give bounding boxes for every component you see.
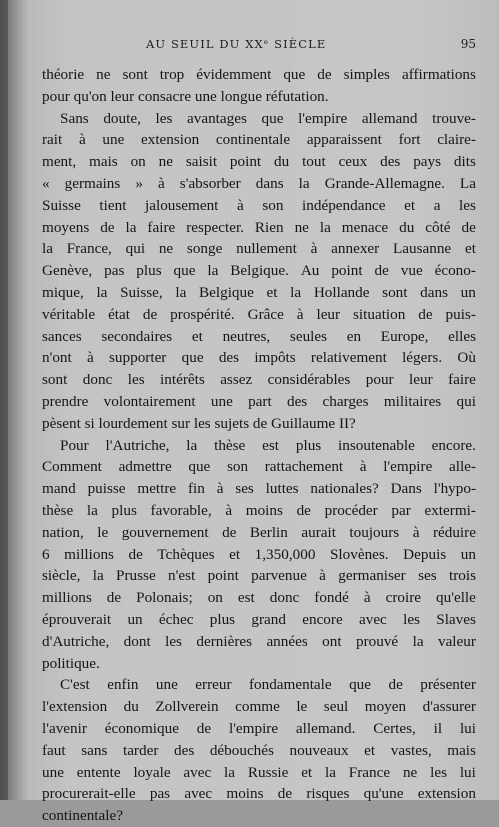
text-line: mand puisse mettre fin à ses luttes nationales? Dans l'hypo- xyxy=(42,480,476,498)
text-line: C'est enfin une erreur fondamentale que de présenter xyxy=(60,676,476,694)
text-line: sances secondaires et neutres, seules en Europe, elles xyxy=(42,327,476,345)
page-number: 95 xyxy=(460,37,476,51)
text-line: Suisse tient jalousement à son indépendance et a les xyxy=(42,196,476,214)
text-line: politique. xyxy=(42,654,100,672)
text-line: une entente loyale avec la Russie et la France ne les lui xyxy=(42,763,476,781)
text-line: la France, qui ne songe nullement à annexer Lausanne et xyxy=(42,240,476,258)
text-line: procurerait-elle pas avec moins de risques qu'une extension xyxy=(42,785,476,803)
paragraph xyxy=(42,64,476,108)
page-header xyxy=(44,37,476,57)
text-line: millions de Polonais; on est donc fondé à croire qu'elle xyxy=(42,589,476,607)
text-line: l'extension du Zollverein comme le seul moyen d'assurer xyxy=(42,698,476,716)
paragraph xyxy=(42,435,476,675)
text-line: siècle, la Prusse n'est point parvenue à germaniser ses trois xyxy=(42,567,476,585)
text-line: théorie ne sont trop évidemment que de simples affirmations xyxy=(42,66,476,83)
text-line: prendre volontairement une part des charges militaires qui xyxy=(42,392,476,410)
body-text xyxy=(42,64,476,827)
paragraph xyxy=(42,108,476,435)
text-line: « germains » à s'absorber dans la Grande-Allemagne. La xyxy=(42,174,476,192)
text-line: rait à une extension continentale apparaissent fort claire- xyxy=(42,131,476,149)
binding-gutter-shadow xyxy=(0,0,8,800)
text-line: Pour l'Autriche, la thèse est plus insoutenable encore. xyxy=(60,436,476,454)
text-line: pour qu'on leur consacre une longue réfutation. xyxy=(42,87,329,105)
text-line: pèsent si lourdement sur les sujets de Guillaume II? xyxy=(42,414,356,432)
text-line: d'Autriche, dont les dernières années ont prouvé la valeur xyxy=(42,632,476,650)
text-line: moyens de la faire respecter. Rien ne la menace du côté de xyxy=(42,218,476,236)
text-line: l'avenir économique de l'empire allemand. Certes, il lui xyxy=(42,719,476,737)
text-line: faut sans tarder des débouchés nouveaux et vastes, mais xyxy=(42,741,476,759)
text-line: Comment admettre que son rattachement à l'empire alle- xyxy=(42,458,476,476)
text-line: thèse la plus favorable, à moins de procéder par extermi- xyxy=(42,501,476,519)
paragraph xyxy=(42,674,476,827)
text-line: éprouverait un échec plus grand encore avec les Slaves xyxy=(42,610,476,628)
text-line: sont donc les intérêts assez considérables pour leur faire xyxy=(42,371,476,389)
text-line: nation, le gouvernement de Berlin aurait toujours à réduire xyxy=(42,523,476,541)
running-head: AU SEUIL DU XXᵉ SIÈCLE xyxy=(146,37,327,51)
text-line: Genève, pas plus que la Belgique. Au point de vue écono- xyxy=(42,262,476,280)
text-line: continentale? xyxy=(42,807,123,825)
text-line: Sans doute, les avantages que l'empire allemand trouve- xyxy=(60,109,476,127)
text-line: n'ont à supporter que des impôts relativement légers. Où xyxy=(42,349,476,367)
text-line: ment, mais on ne saisit point du tout ceux des pays dits xyxy=(42,153,476,171)
text-line: mique, la Suisse, la Belgique et la Hollande sont dans un xyxy=(42,283,476,301)
text-line: véritable état de prospérité. Grâce à leur situation de puis- xyxy=(42,305,476,323)
text-line: 6 millions de Tchèques et 1,350,000 Slovènes. Depuis un xyxy=(42,545,476,563)
